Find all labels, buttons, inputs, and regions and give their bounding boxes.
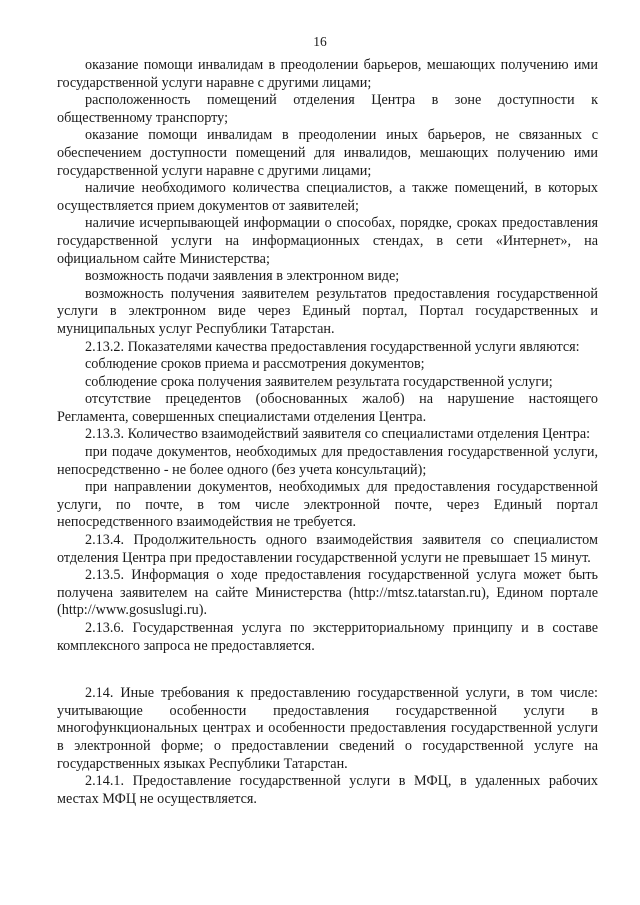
section-2-13-5: 2.13.5. Информация о ходе предоставления государственной услуга может быть получена заявителем на сайте Министерства (http://mtsz.tatarstan.ru), Едином портале (http://www.gosuslugi.ru). xyxy=(57,567,598,619)
section-2-13-3: 2.13.3. Количество взаимодействий заявителя со специалистами отделения Центра: xyxy=(85,426,591,443)
paragraph: соблюдение срока получения заявителем результата государственной услуги; xyxy=(85,373,553,390)
paragraph: отсутствие прецедентов (обоснованных жалоб) на нарушение настоящего Регламента, совершенных специалистами отделения Центра. xyxy=(57,391,598,425)
section-2-14: 2.14. Иные требования к предоставлению государственной услуги, в том числе: учитывающие особенности предоставления государственной услуги в многофункциональных центрах и особенности предоставления государственной услуги в электронной форме; о предоставлении сведений о государственной услуге на государственных языках Республики Татарстан. xyxy=(57,685,598,772)
paragraph: соблюдение сроков приема и рассмотрения документов; xyxy=(85,356,425,373)
section-2-13-6: 2.13.6. Государственная услуга по экстерриториальному принципу и в составе комплексного запроса не предоставляется. xyxy=(57,620,598,654)
page-number: 16 xyxy=(313,34,327,49)
paragraph: оказание помощи инвалидам в преодолении иных барьеров, не связанных с обеспечением доступности помещений для инвалидов, мешающих получению ими государственной услуги наравне с другими лицами; xyxy=(57,127,598,179)
paragraph: наличие исчерпывающей информации о способах, порядке, сроках предоставления государственной услуги на информационных стендах, в сети «Интернет», на официальном сайте Министерства; xyxy=(57,215,598,267)
paragraph: наличие необходимого количества специалистов, а также помещений, в которых осуществляется прием документов от заявителей; xyxy=(57,180,598,214)
paragraph: расположенность помещений отделения Центра в зоне доступности к общественному транспорту; xyxy=(57,92,598,126)
paragraph: при направлении документов, необходимых для предоставления государственной услуги, по почте, в том числе электронной почте, через Единый портал непосредственного взаимодействия не требуется. xyxy=(57,479,598,531)
paragraph: возможность подачи заявления в электронном виде; xyxy=(85,268,400,285)
section-2-13-4: 2.13.4. Продолжительность одного взаимодействия заявителя со специалистом отделения Центра при предоставлении государственной услуги не превышает 15 минут. xyxy=(57,532,598,566)
document-body xyxy=(57,57,598,808)
paragraph: оказание помощи инвалидам в преодолении барьеров, мешающих получению ими государственной услуги наравне с другими лицами; xyxy=(57,57,598,91)
section-gap xyxy=(57,655,598,685)
section-2-14-1: 2.14.1. Предоставление государственной услуги в МФЦ, в удаленных рабочих местах МФЦ не осуществляется. xyxy=(57,773,598,807)
paragraph: возможность получения заявителем результатов предоставления государственной услуги в электронном виде через Единый портал, Портал государственных и муниципальных услуг Республики Татарстан. xyxy=(57,285,598,337)
paragraph: при подаче документов, необходимых для предоставления государственной услуги, непосредственно - не более одного (без учета консультаций); xyxy=(57,444,598,478)
section-2-13-2: 2.13.2. Показателями качества предоставления государственной услуги являются: xyxy=(85,338,580,355)
